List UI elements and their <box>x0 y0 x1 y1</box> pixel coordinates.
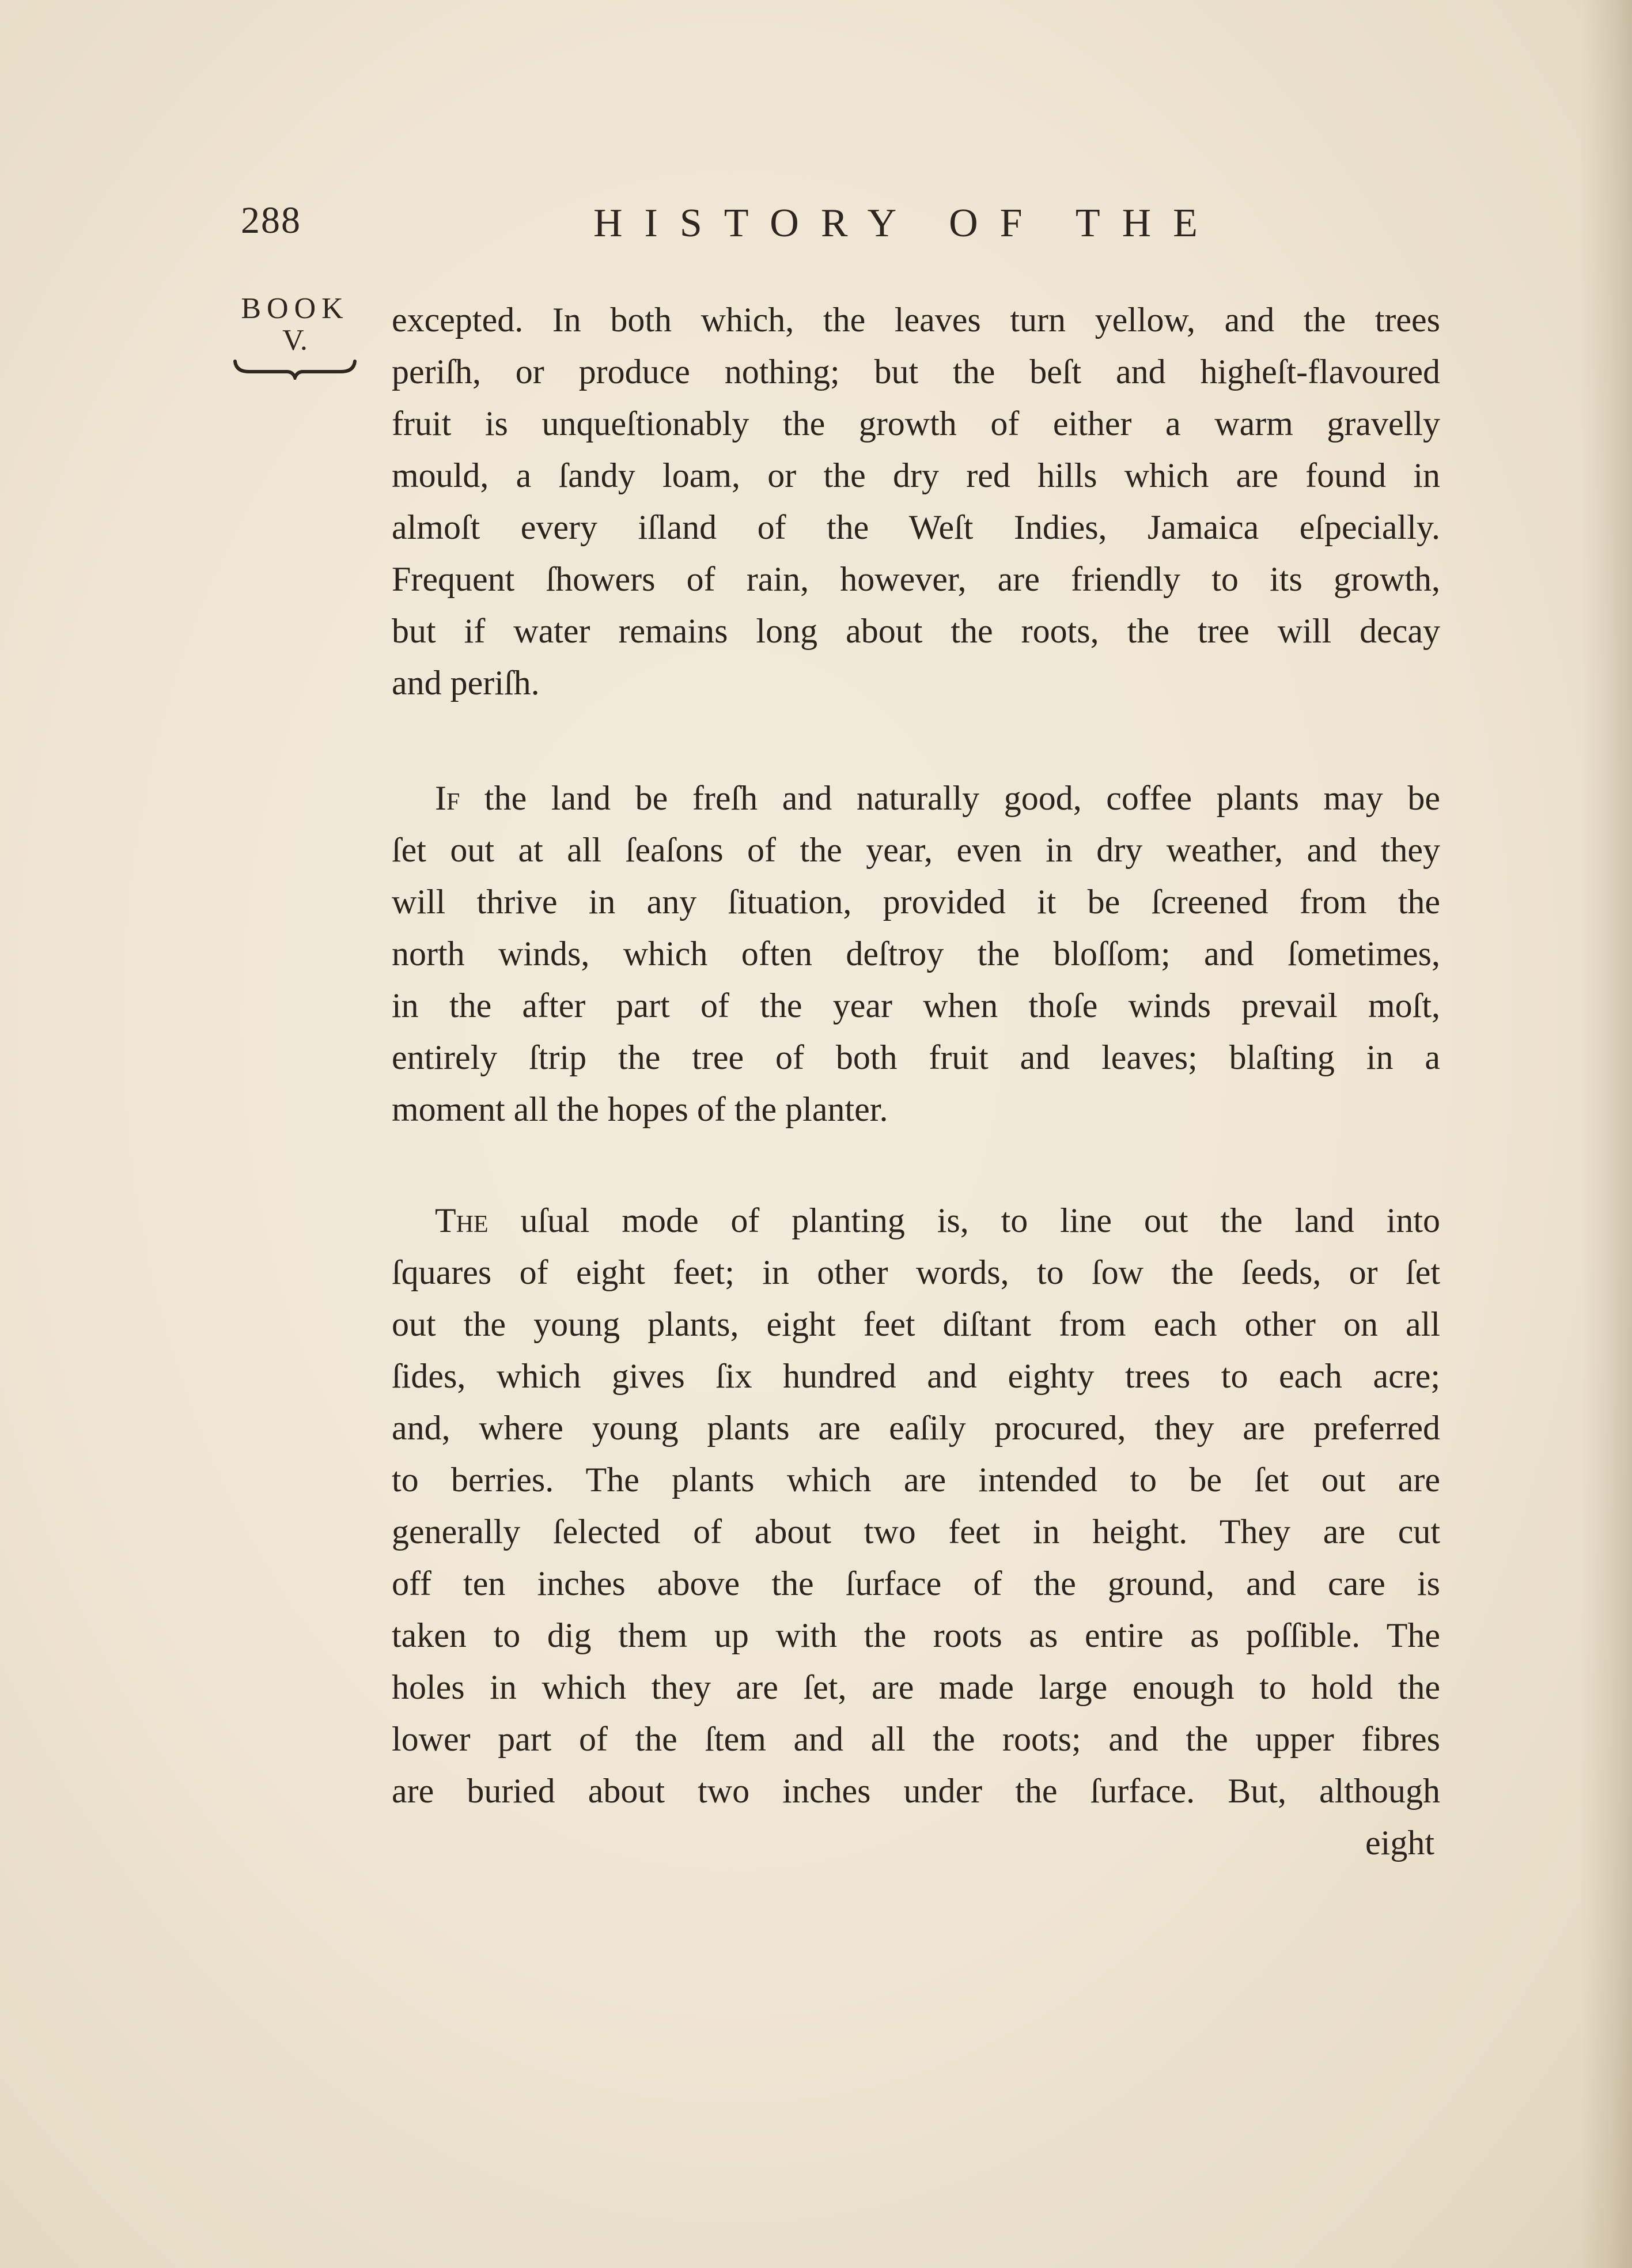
text-line: ſquares of eight feet; in other words, to ſow the ſeeds, or ſet <box>392 1253 1440 1291</box>
text-line-rest: uſual mode of planting is, to line out the land into <box>520 1201 1441 1239</box>
text-line: entirely ſtrip the tree of both fruit and leaves; blaſting in a <box>392 1038 1440 1076</box>
body-text <box>392 294 1440 1869</box>
text-line: north winds, which often deſtroy the bloſſom; and ſometimes, <box>392 935 1440 973</box>
text-line: lower part of the ſtem and all the roots; and the upper fibres <box>392 1720 1440 1758</box>
text-line: out the young plants, eight feet diſtant from each other on all <box>392 1305 1440 1343</box>
text-line: periſh, or produce nothing; but the beſt and higheſt-flavoured <box>392 353 1440 391</box>
text-line-first <box>392 1195 1440 1246</box>
paragraph-initial: The <box>435 1201 489 1239</box>
text-line: holes in which they are ſet, are made large enough to hold the <box>392 1668 1440 1706</box>
text-line-first <box>392 772 1440 824</box>
text-line: Frequent ſhowers of rain, however, are friendly to its growth, <box>392 560 1440 598</box>
catchword: eight <box>1365 1824 1434 1862</box>
text-line-rest: the land be freſh and naturally good, coffee plants may be <box>484 779 1441 817</box>
text-line: will thrive in any ſituation, provided it be ſcreened from the <box>392 883 1440 921</box>
text-line: in the after part of the year when thoſe winds prevail moſt, <box>392 986 1440 1025</box>
text-line: are buried about two inches under the ſurface. But, although <box>392 1772 1440 1810</box>
text-line: generally ſelected of about two feet in height. They are cut <box>392 1513 1440 1551</box>
margin-book-note <box>226 291 364 380</box>
text-line: taken to dig them up with the roots as entire as poſſible. The <box>392 1616 1440 1654</box>
brace-ornament-icon <box>232 357 358 380</box>
text-line: ſet out at all ſeaſons of the year, even in dry weather, and they <box>392 831 1440 869</box>
text-line: and periſh. <box>392 664 540 702</box>
paragraph-3 <box>392 1195 1440 1817</box>
text-line: ſides, which gives ſix hundred and eighty trees to each acre; <box>392 1357 1440 1395</box>
running-title: HISTORY OF THE <box>593 201 1220 245</box>
paragraph-2 <box>392 772 1440 1135</box>
text-line: off ten inches above the ſurface of the ground, and care is <box>392 1564 1440 1602</box>
margin-book-label: BOOK <box>241 292 349 325</box>
paragraph-1 <box>392 294 1440 709</box>
paragraph-initial: If <box>435 779 460 817</box>
text-line: excepted. In both which, the leaves turn yellow, and the trees <box>392 301 1440 339</box>
text-line: fruit is unqueſtionably the growth of either a warm gravelly <box>392 405 1440 443</box>
text-line: and, where young plants are eaſily procured, they are preferred <box>392 1409 1440 1447</box>
page-edge-shadow <box>1580 0 1632 2268</box>
margin-volume-number: V. <box>282 324 308 357</box>
text-line: mould, a ſandy loam, or the dry red hills which are found in <box>392 456 1440 494</box>
text-line: to berries. The plants which are intended to be ſet out are <box>392 1461 1440 1499</box>
text-line: almoſt every iſland of the Weſt Indies, Jamaica eſpecially. <box>392 508 1440 546</box>
text-line: moment all the hopes of the planter. <box>392 1090 888 1128</box>
text-line: but if water remains long about the roots, the tree will decay <box>392 612 1440 650</box>
page-number: 288 <box>241 199 301 241</box>
